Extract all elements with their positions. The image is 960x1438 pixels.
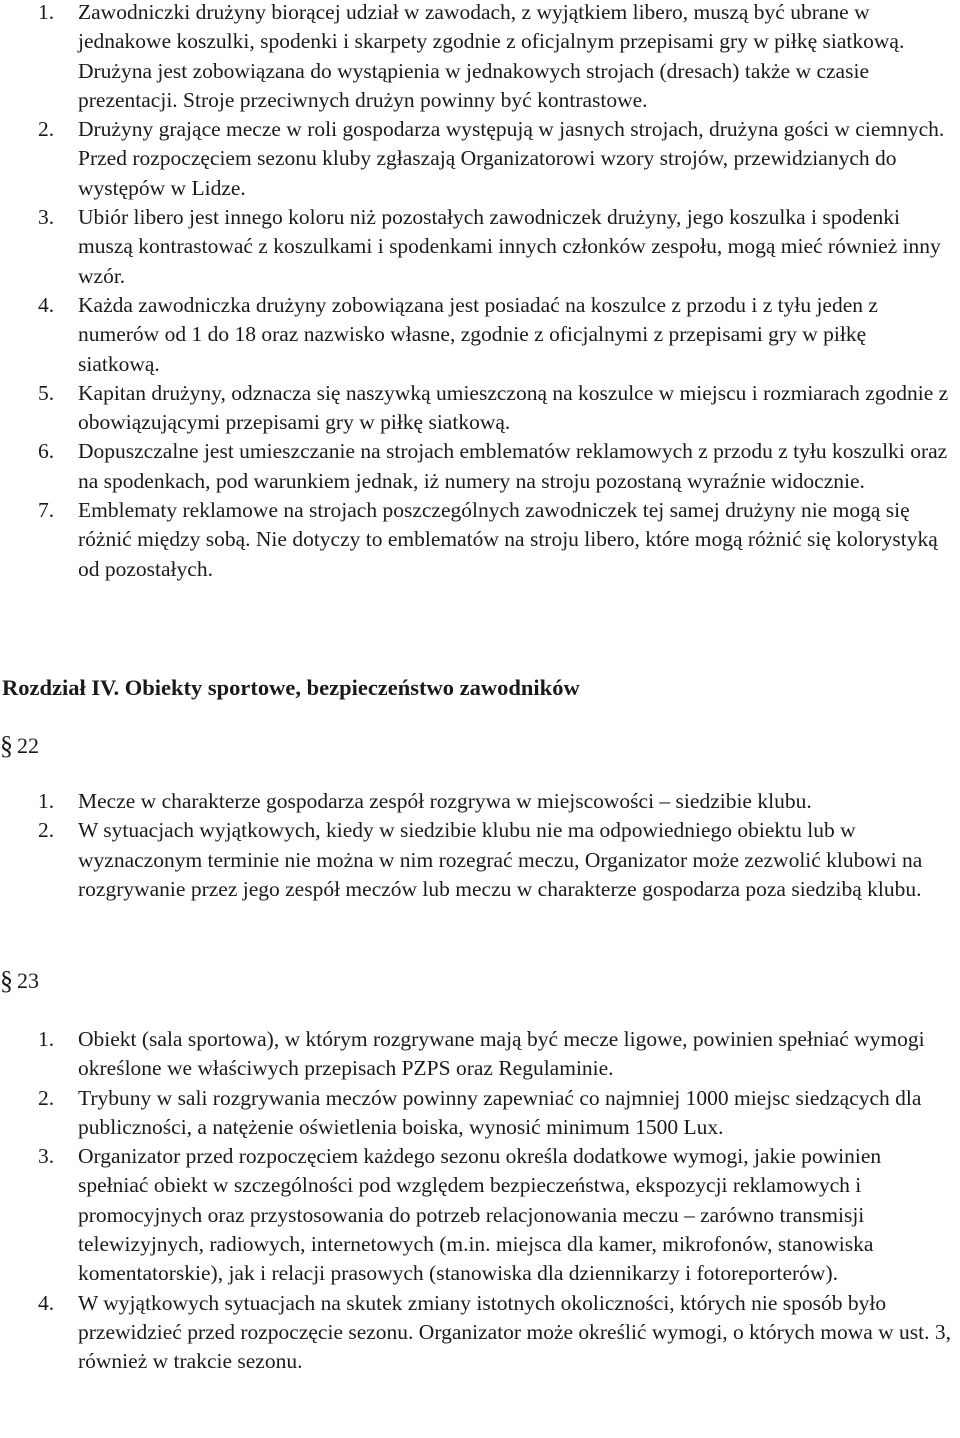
item-text: Ubiór libero jest innego koloru niż pozostałych zawodniczek drużyny, jego koszulka i spodenki muszą kontrastować z koszulkami i spodenkami innych członków zespołu, mogą mieć również inny wzór. — [78, 205, 941, 288]
rules-list-22 — [0, 787, 960, 904]
section-sign: § — [0, 966, 13, 995]
list-item — [0, 115, 960, 203]
item-number: 2. — [38, 117, 55, 142]
item-text: Obiekt (sala sportowa), w którym rozgrywane mają być mecze ligowe, powinien spełniać wymogi określone we właściwych przepisach PZPS oraz Regulaminie. — [78, 1027, 925, 1081]
item-number: 1. — [38, 1027, 55, 1051]
item-text: Drużyny grające mecze w roli gospodarza występują w jasnych strojach, drużyna gości w ciemnych. Przed rozpoczęciem sezonu kluby zgłaszają Organizatorowi wzory strojów, przewidzianych do występów w Lidze. — [78, 117, 945, 200]
item-number: 2. — [38, 818, 55, 843]
item-text: Każda zawodniczka drużyny zobowiązana jest posiadać na koszulce z przodu i z tyłu jeden z numerów od 1 do 18 oraz nazwisko własne, zgodnie z oficjalnymi z przepisami gry w piłkę siatkową. — [78, 292, 878, 376]
list-item — [0, 379, 960, 438]
list-item — [0, 1025, 960, 1084]
item-text: Mecze w charakterze gospodarza zespół rozgrywa w miejscowości – siedzibie klubu. — [78, 789, 812, 813]
item-text: Kapitan drużyny, odznacza się naszywką umieszczoną na koszulce w miejscu i rozmiarach zgodnie z obowiązującymi przepisami gry w piłkę siatkową. — [78, 380, 949, 435]
list-item — [0, 291, 960, 379]
paragraph-number: 22 — [17, 733, 39, 758]
item-text: W sytuacjach wyjątkowych, kiedy w siedzibie klubu nie ma odpowiedniego obiektu lub w wyznaczonym terminie nie można w nim rozegrać meczu, Organizator może zezwolić klubowi na rozgrywanie przez jego zespół meczów lub meczu w charakterze gospodarza poza siedzibą klubu. — [78, 818, 923, 901]
item-number: 1. — [38, 789, 55, 813]
item-text: Emblematy reklamowe na strojach poszczególnych zawodniczek tej samej drużyny nie mogą się różnić między sobą. Nie dotyczy to emblematów na stroju libero, które mogą różnić się kolorystyką od pozostałych. — [78, 498, 938, 581]
item-number: 4. — [38, 292, 55, 317]
item-text: W wyjątkowych sytuacjach na skutek zmiany istotnych okoliczności, których nie sposób było przewidzieć przed rozpoczęcie sezonu. Organizator może określić wymogi, o których mowa w ust. 3, również w trakcie sezonu. — [78, 1290, 952, 1374]
section-sign: § — [0, 731, 13, 760]
item-number: 2. — [38, 1085, 55, 1110]
rules-list-23 — [0, 1025, 960, 1377]
rules-list-kit — [0, 0, 960, 584]
item-number: 5. — [38, 380, 55, 405]
list-item — [0, 0, 960, 115]
item-number: 1. — [38, 0, 55, 24]
item-text: Zawodniczki drużyny biorącej udział w zawodach, z wyjątkiem libero, muszą być ubrane w jednakowe koszulki, spodenki i skarpety zgodnie z oficjalnym przepisami gry w piłkę siatkową. Drużyna jest zobowiązana do wystąpienia w jednakowych strojach (dresach) także w czasie prezentacji. Stroje przeciwnych drużyn powinny być kontrastowe. — [78, 0, 905, 112]
list-item — [0, 1142, 960, 1288]
item-number: 3. — [38, 1144, 55, 1169]
item-number: 3. — [38, 205, 55, 230]
item-number: 7. — [38, 498, 55, 523]
paragraph-heading-22 — [0, 731, 39, 761]
item-text: Trybuny w sali rozgrywania meczów powinny zapewniać co najmniej 1000 miejsc siedzących dla publiczności, a natężenie oświetlenia boiska, wynosić minimum 1500 Lux. — [78, 1085, 922, 1139]
item-number: 4. — [38, 1290, 55, 1315]
chapter-heading: Rozdział IV. Obiekty sportowe, bezpieczeństwo zawodników — [2, 675, 580, 700]
list-item — [0, 203, 960, 291]
list-item — [0, 437, 960, 496]
item-number: 6. — [38, 439, 55, 464]
paragraph-number: 23 — [17, 968, 39, 993]
paragraph-heading-23 — [0, 966, 39, 996]
list-item — [0, 1084, 960, 1143]
list-item — [0, 1289, 960, 1377]
list-item — [0, 496, 960, 584]
list-item — [0, 787, 960, 816]
item-text: Dopuszczalne jest umieszczanie na strojach emblematów reklamowych z przodu z tyłu koszulki oraz na spodenkach, pod warunkiem jednak, iż numery na stroju pozostaną wyraźnie widocznie. — [78, 439, 948, 493]
item-text: Organizator przed rozpoczęciem każdego sezonu określa dodatkowe wymogi, jakie powinien spełniać obiekt w szczególności pod względem bezpieczeństwa, ekspozycji reklamowych i promocyjnych oraz przystosowania do potrzeb relacjonowania meczu – zarówno transmisji telewizyjnych, radiowych, internetowych (m.in. miejsca dla kamer, mikrofonów, stanowiska komentatorskie), jak i relacji prasowych (stanowiska dla dziennikarzy i fotoreporterów). — [78, 1144, 882, 1286]
list-item — [0, 816, 960, 904]
